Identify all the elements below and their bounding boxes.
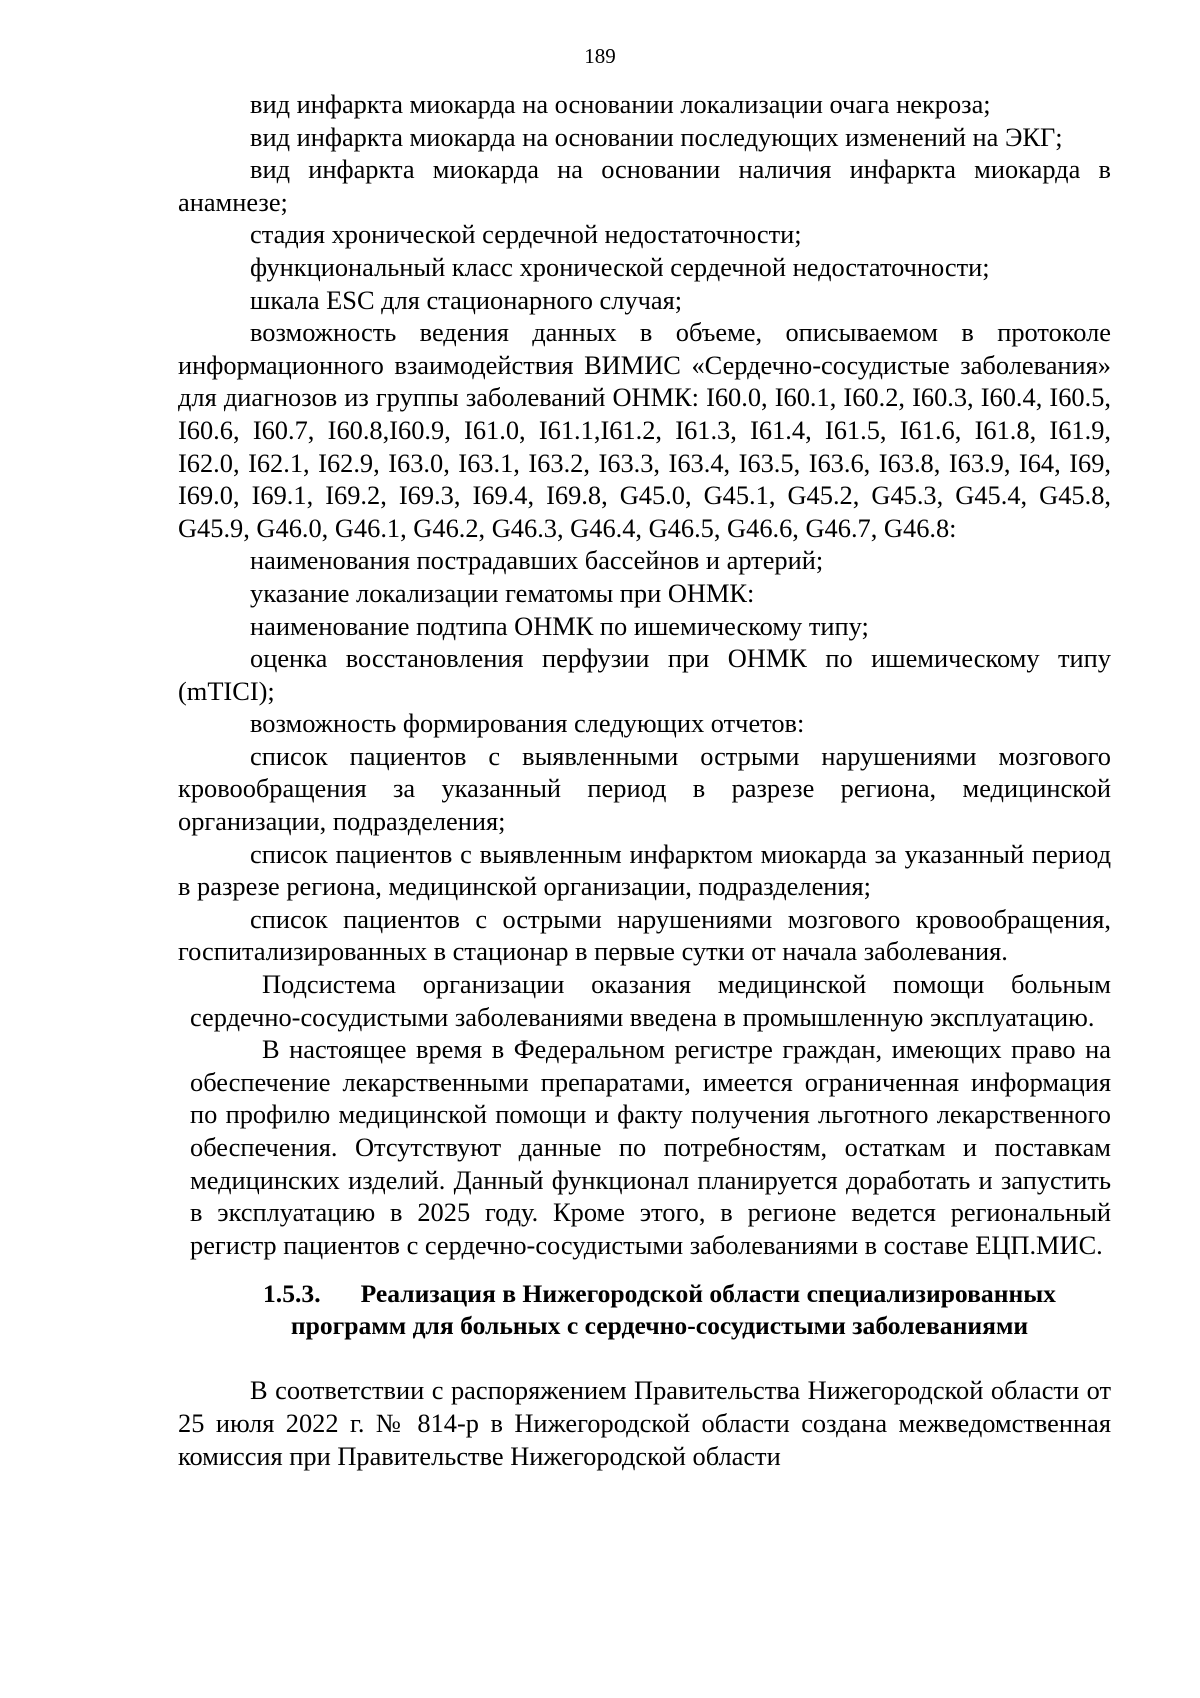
section-number: 1.5.3.	[263, 1279, 321, 1309]
section-title: Реализация в Нижегородской области специализированных программ для больных с сердечно-сосудистыми заболеваниями	[290, 1279, 1056, 1341]
paragraph-esc-scale: шкала ESC для стационарного случая;	[250, 284, 683, 315]
paragraph-report-infarct: список пациентов с выявленным инфарктом миокарда за указанный период в разрезе региона, медицинской организации, подразделения;	[178, 838, 1111, 902]
paragraph-hf-stage: стадия хронической сердечной недостаточности;	[250, 219, 802, 250]
paragraph-basins-arteries: наименования пострадавших бассейнов и артерий;	[250, 545, 824, 576]
page-number: 189	[584, 44, 616, 68]
paragraph-hematoma: указание локализации гематомы при ОНМК:	[250, 577, 755, 608]
paragraph-subsystem: Подсистема организации оказания медицинской помощи больным сердечно-сосудистыми заболеваниями введена в промышленную эксплуатацию.	[190, 969, 1111, 1032]
paragraph-reports-intro: возможность формирования следующих отчетов:	[250, 708, 805, 739]
paragraph-report-onmk: список пациентов с выявленными острыми нарушениями мозгового кровообращения за указанный период в разрезе региона, медицинской организации, подразделения;	[178, 740, 1111, 837]
document-body	[178, 88, 1111, 1472]
paragraph-report-hospitalized: список пациентов с острыми нарушениями мозгового кровообращения, госпитализированных в стационар в первые сутки от начала заболевания.	[178, 903, 1111, 967]
paragraph-infarct-anamnesis: вид инфаркта миокарда на основании наличия инфаркта миокарда в анамнезе;	[178, 154, 1111, 217]
paragraph-infarct-necrosis: вид инфаркта миокарда на основании локализации очага некроза;	[250, 89, 991, 119]
section-heading	[178, 1278, 1111, 1342]
paragraph-federal-register: В настоящее время в Федеральном регистре граждан, имеющих право на обеспечение лекарственными препаратами, имеется ограниченная информация по профилю медицинской помощи и факту получения льготного лекарственного обеспечения. Отсутствуют данные по потребностям, остаткам и поставкам медицинских изделий. Данный функционал планируется доработать и запустить в эксплуатацию в 2025 году. Кроме этого, в регионе ведется региональный регистр пациентов с сердечно-сосудистыми заболеваниями в составе ЕЦП.МИС.	[190, 1034, 1111, 1260]
paragraph-vimis-codes: возможность ведения данных в объеме, описываемом в протоколе информационного взаимодействия ВИМИС «Сердечно-сосудистые заболевания» для диагнозов из группы заболеваний ОНМК: I60.0, I60.1, I60.2, I60.3, I60.4, I60.5, I60.6, I60.7, I60.8,I60.9, I61.0, I61.1,I61.2, I61.3, I61.4, I61.5, I61.6, I61.8, I61.9, I62.0, I62.1, I62.9, I63.0, I63.1, I63.2, I63.3, I63.4, I63.5, I63.6, I63.8, I63.9, I64, I69, I69.0, I69.1, I69.2, I69.3, I69.4, I69.8, G45.0, G45.1, G45.2, G45.3, G45.4, G45.8, G45.9, G46.0, G46.1, G46.2, G46.3, G46.4, G46.5, G46.6, G46.7, G46.8:	[178, 317, 1111, 543]
paragraph-perfusion: оценка восстановления перфузии при ОНМК по ишемическому типу (mTICI);	[178, 643, 1111, 706]
paragraph-onmk-subtype: наименование подтипа ОНМК по ишемическому типу;	[250, 610, 869, 641]
paragraph-commission: В соответствии с распоряжением Правительства Нижегородской области от 25 июля 2022 г. № 814-р в Нижегородской области создана межведомственная комиссия при Правительстве Нижегородской области	[178, 1375, 1111, 1471]
paragraph-hf-class: функциональный класс хронической сердечной недостаточности;	[250, 251, 990, 282]
paragraph-infarct-ecg: вид инфаркта миокарда на основании последующих изменений на ЭКГ;	[250, 121, 1063, 152]
